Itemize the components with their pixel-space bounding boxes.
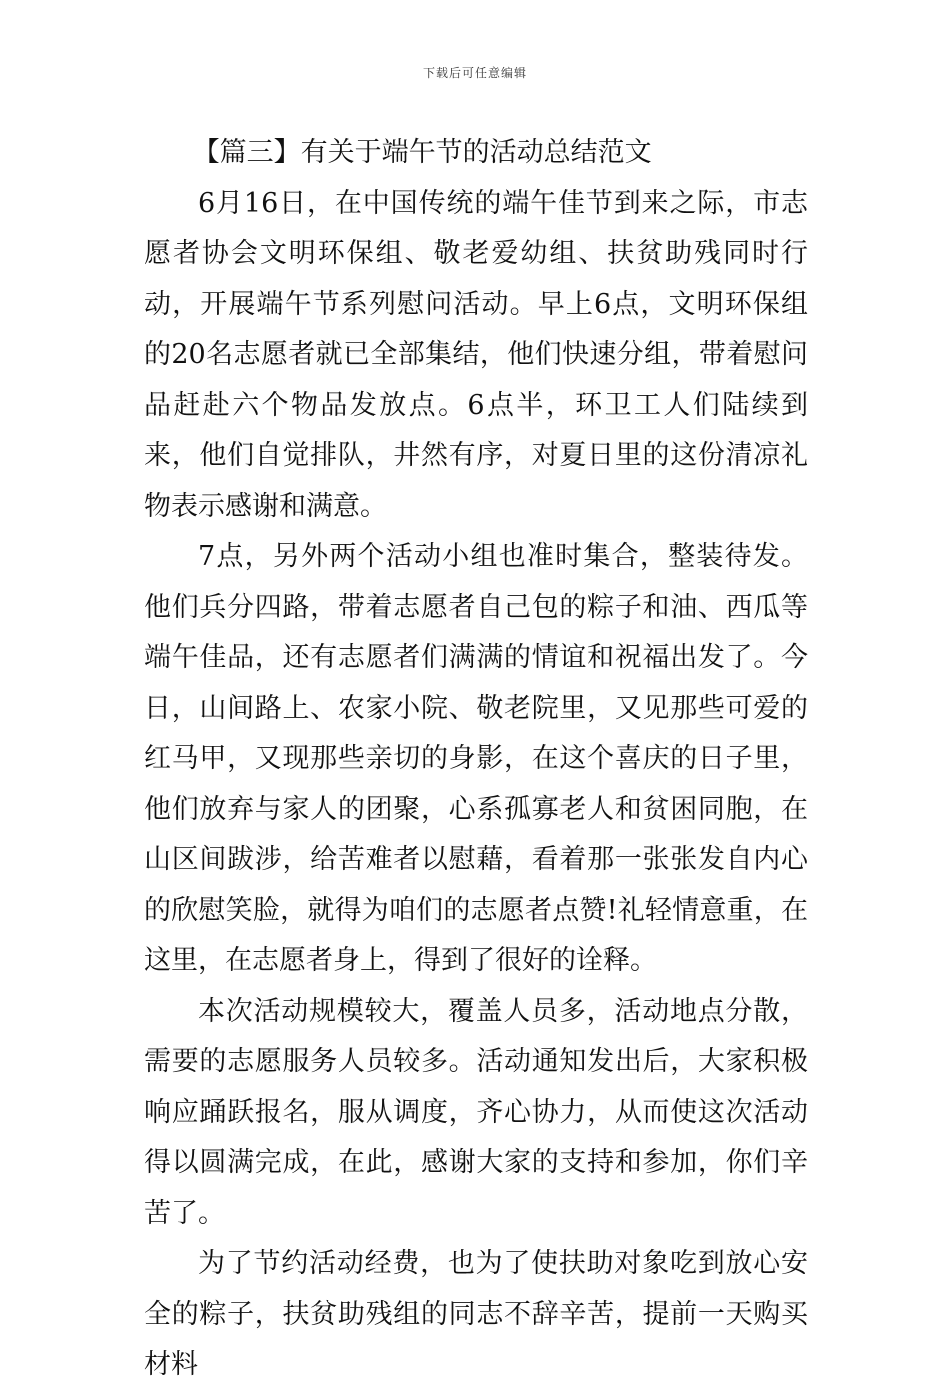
paragraph-2: 7点，另外两个活动小组也准时集合，整装待发。他们兵分四路，带着志愿者自己包的粽子和油、西瓜等端午佳品，还有志愿者们满满的情谊和祝福出发了。今日，山间路上、农家小院、敬老院里，又见那些可爱的红马甲，又现那些亲切的身影，在这个喜庆的日子里，他们放弃与家人的团聚，心系孤寡老人和贫困同胞，在山区间跋涉，给苦难者以慰藉，看着那一张张发自内心的欣慰笑脸，就得为咱们的志愿者点赞!礼轻情意重，在这里，在志愿者身上，得到了很好的诠释。 <box>144 541 808 976</box>
header-note: 下载后可任意编辑 <box>422 66 527 80</box>
paragraph-4: 为了节约活动经费，也为了使扶助对象吃到放心安全的粽子，扶贫助残组的同志不辞辛苦，提前一天购买材料 <box>144 1248 808 1380</box>
paragraph-1: 6月16日，在中国传统的端午佳节到来之际，市志愿者协会文明环保组、敬老爱幼组、扶贫助残同时行动，开展端午节系列慰问活动。早上6点，文明环保组的20名志愿者就已全部集结，他们快速分组，带着慰问品赶赴六个物品发放点。6点半，环卫工人们陆续到来，他们自觉排队，井然有序，对夏日里的这份清凉礼物表示感谢和满意。 <box>144 187 808 522</box>
document-body <box>144 128 808 1391</box>
paragraph-3: 本次活动规模较大，覆盖人员多，活动地点分散，需要的志愿服务人员较多。活动通知发出后，大家积极响应踊跃报名，服从调度，齐心协力，从而使这次活动得以圆满完成，在此，感谢大家的支持和参加，你们辛苦了。 <box>144 995 808 1229</box>
document-title: 【篇三】有关于端午节的活动总结范文 <box>192 137 652 168</box>
